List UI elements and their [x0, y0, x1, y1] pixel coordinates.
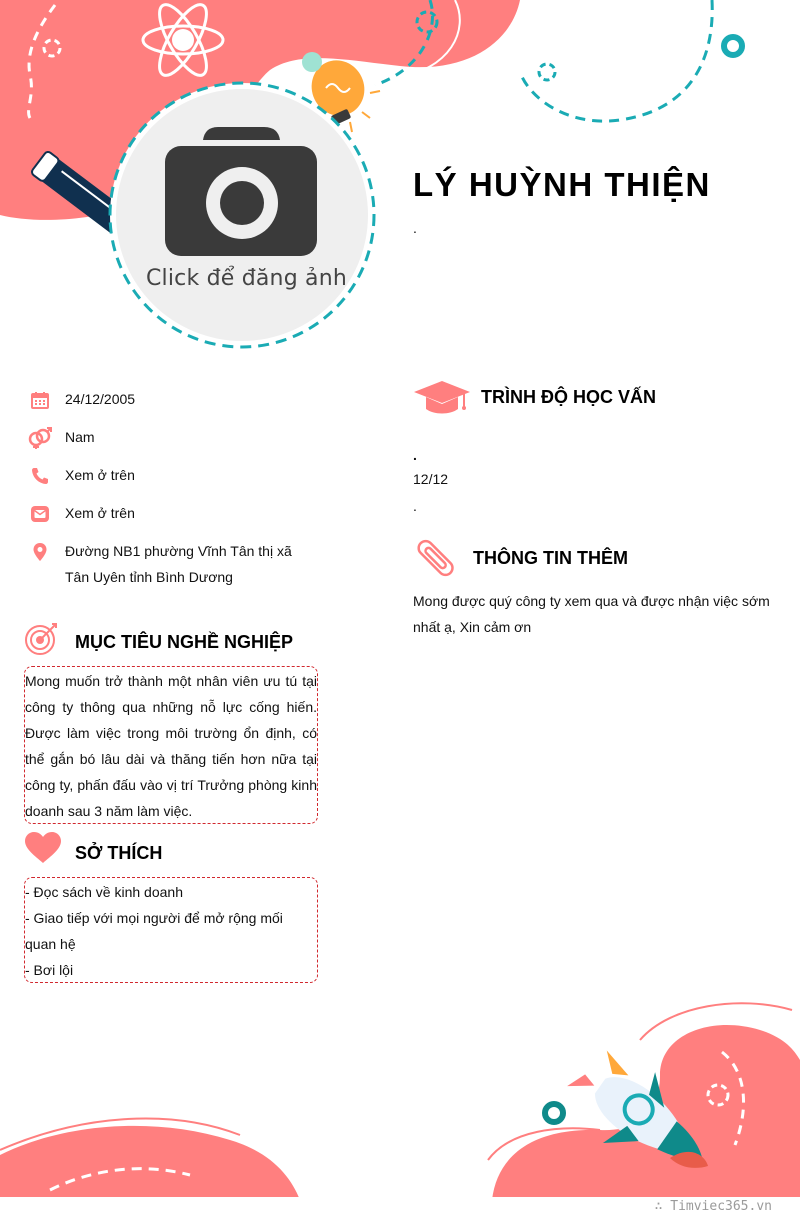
hobbies-box [24, 877, 318, 983]
contact-gender [28, 427, 318, 450]
education-title: TRÌNH ĐỘ HỌC VẤN [481, 387, 656, 407]
birthday-value: 24/12/2005 [65, 391, 136, 407]
upload-photo-label[interactable]: Click để đăng ảnh [146, 266, 348, 291]
camera-icon [165, 127, 317, 256]
candidate-name: LÝ HUỲNH THIỆN [413, 166, 711, 203]
calendar-icon [28, 389, 52, 411]
email-value: Xem ở trên [65, 505, 135, 521]
bottom-left-blob [0, 1126, 300, 1200]
hobby-item: - Bơi lội [25, 962, 74, 978]
address-value: Đường NB1 phường Vĩnh Tân thị xã Tân Uyên tỉnh Bình Dương [65, 543, 292, 585]
education-grade: 12/12 [413, 471, 449, 487]
contact-birthday [28, 389, 318, 412]
phone-icon [28, 465, 52, 487]
teal-ring [724, 37, 742, 55]
location-pin-icon [28, 541, 52, 563]
teal-ring [545, 1104, 563, 1122]
contact-address [28, 541, 318, 590]
education-school: . [413, 447, 417, 463]
objective-box [24, 666, 318, 824]
graduation-cap-icon [414, 381, 470, 420]
target-icon [24, 622, 60, 661]
extra-title: THÔNG TIN THÊM [473, 548, 628, 568]
objective-title: MỤC TIÊU NGHỀ NGHIỆP [75, 632, 294, 652]
paperclip-icon [414, 536, 460, 585]
footer-brand[interactable]: ∴ Timviec365.vn [654, 1199, 772, 1214]
contact-phone [28, 465, 318, 488]
heart-icon [25, 832, 61, 869]
email-icon [28, 503, 52, 525]
hobby-item: - Đọc sách về kinh doanh [25, 884, 183, 900]
phone-value: Xem ở trên [65, 467, 135, 483]
hobby-item: - Giao tiếp với mọi người để mở rộng mối quan hệ [25, 910, 283, 952]
extra-text: Mong được quý công ty xem qua và được nhận việc sớm nhất ạ, Xin cảm ơn [413, 593, 770, 635]
hobbies-title: SỞ THÍCH [75, 843, 163, 863]
objective-text: Mong muốn trở thành một nhân viên ưu tú tại công ty thông qua những nỗ lực cống hiến. Được làm việc trong môi trường ổn định, có thể gắn bó lâu dài và thăng tiến hơn nữa tại công ty, phấn đấu vào vị trí Trưởng phòng kinh doanh sau 3 năm làm việc. [25, 673, 317, 819]
gender-icon [28, 427, 52, 449]
contact-email [28, 503, 318, 526]
candidate-subtitle: . [413, 220, 417, 236]
gender-value: Nam [65, 429, 95, 445]
education-note: . [413, 498, 417, 514]
